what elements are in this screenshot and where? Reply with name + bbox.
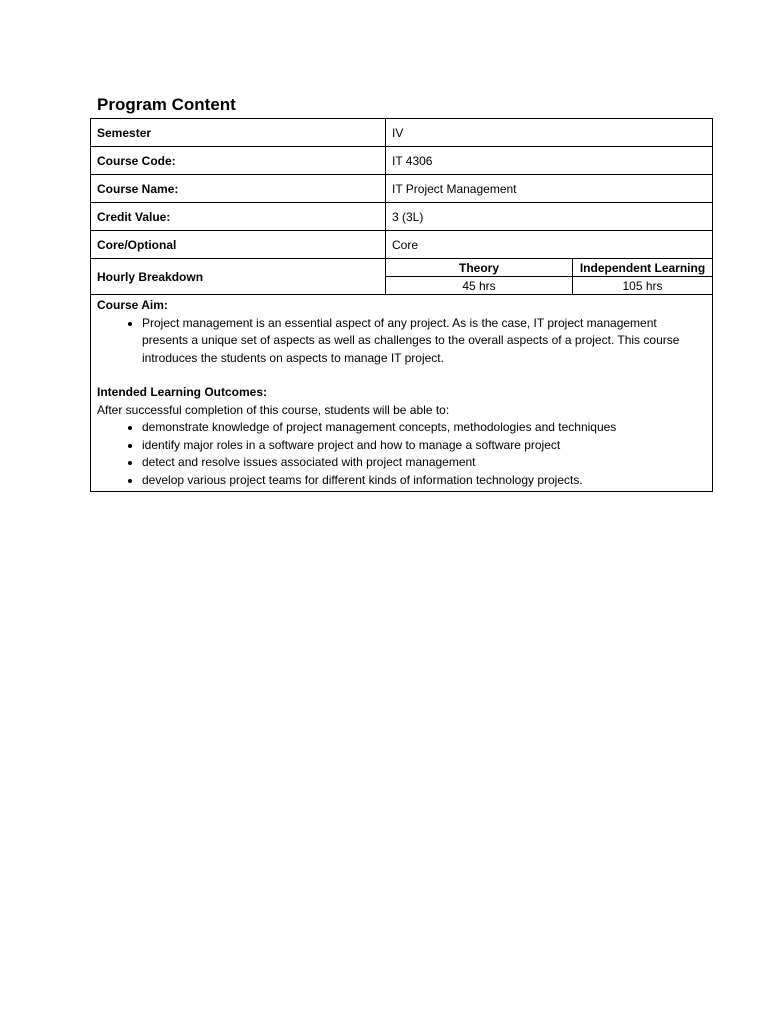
page-title: Program Content [97,95,236,114]
independent-learning-header: Independent Learning [573,259,713,277]
theory-header: Theory [386,259,573,277]
course-aim-list [97,315,706,368]
list-item: • demonstrate knowledge of project management concepts, methodologies and techniques [142,419,706,437]
row-value: IT Project Management [386,175,713,203]
list-item: • develop various project teams for different kinds of information technology projects. [142,472,706,490]
course-details [91,295,713,492]
program-content-table [90,118,713,492]
list-item: • Project management is an essential aspect of any project. As is the case, IT project management presents a unique set of aspects as well as challenges to the overall aspects of a project. This course introduces the students on aspects to manage IT project. [142,315,706,368]
row-label: Course Name: [91,175,386,203]
list-item: • detect and resolve issues associated with project management [142,454,706,472]
row-label: Credit Value: [91,203,386,231]
table-row [91,203,713,231]
course-aim-heading: Course Aim: [97,298,168,312]
outcomes-heading: Intended Learning Outcomes: [97,385,268,399]
row-value: Core [386,231,713,259]
table-row [91,231,713,259]
row-value: 3 (3L) [386,203,713,231]
row-label: Course Code: [91,147,386,175]
hourly-breakdown-row [91,259,713,295]
hourly-breakdown-table [386,259,712,294]
outcomes-list [97,419,706,489]
row-value: IT 4306 [386,147,713,175]
hourly-breakdown-cell [386,259,713,295]
list-item: • identify major roles in a software project and how to manage a software project [142,437,706,455]
row-label: Semester [91,119,386,147]
outcomes-intro: After successful completion of this course, students will be able to: [97,402,450,417]
theory-hours: 45 hrs [386,277,573,295]
row-value: IV [386,119,713,147]
hourly-breakdown-label: Hourly Breakdown [91,259,386,295]
table-row [91,147,713,175]
content-row [91,295,713,492]
row-label: Core/Optional [91,231,386,259]
independent-learning-hours: 105 hrs [622,278,663,293]
table-row [91,119,713,147]
table-row [91,175,713,203]
